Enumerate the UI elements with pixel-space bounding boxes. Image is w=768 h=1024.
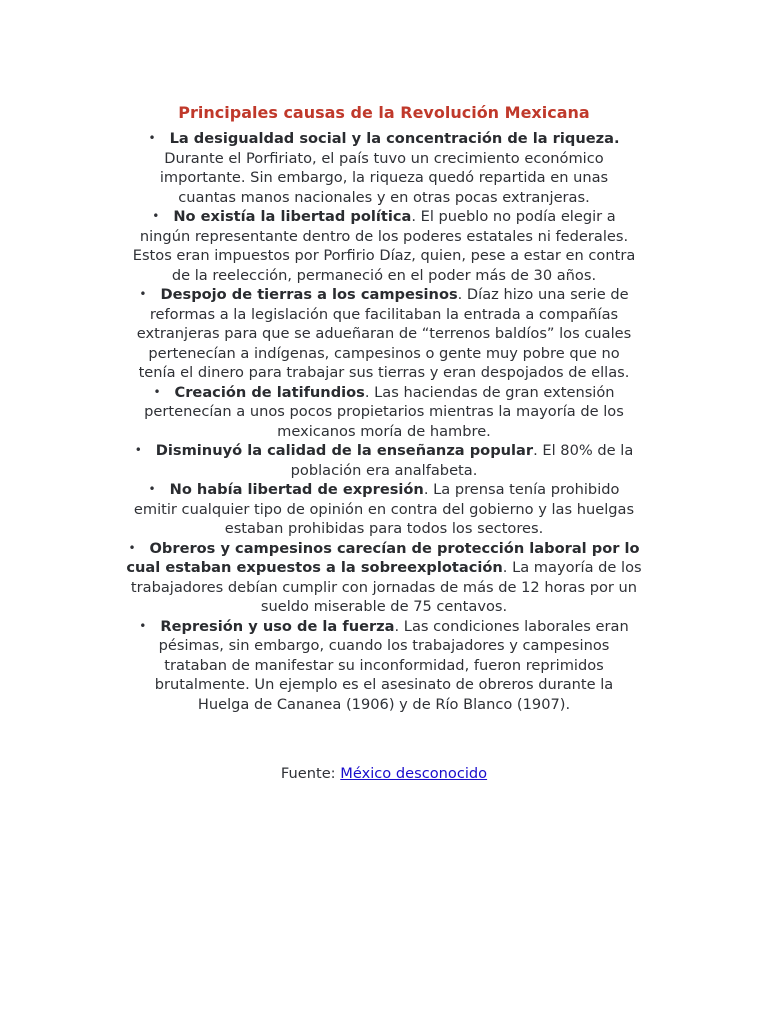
bullet-icon: • <box>148 482 156 496</box>
bullet-icon: • <box>152 209 160 223</box>
list-item <box>124 441 644 480</box>
cause-text: . El 80% de la población era analfabeta. <box>290 442 634 479</box>
cause-heading: Despojo de tierras a los campesinos <box>160 286 458 303</box>
cause-text: . Díaz hizo una serie de reformas a la legislación que facilitaban la entrada a compañías extranjeras para que se adueñaran de “terrenos baldíos” los cuales pertenecían a indígenas, campesinos o gente muy pobre que no tenía el dinero para trabajar sus tierras y eran despojados de ellas. <box>136 286 632 381</box>
cause-text: . El pueblo no podía elegir a ningún representante dentro de los poderes estatales ni federales. Estos eran impuestos por Porfirio Díaz, quien, pese a estar en contra de la reelección, permaneció en el poder más de 30 años. <box>132 208 636 284</box>
bullet-icon: • <box>139 287 147 301</box>
list-item <box>129 129 639 207</box>
bullet-icon: • <box>134 443 142 457</box>
source-line <box>0 764 768 784</box>
bullet-icon: • <box>139 618 147 633</box>
list-item <box>132 480 637 539</box>
list-item <box>115 539 653 617</box>
cause-heading: No existía la libertad política <box>173 208 412 225</box>
cause-text: . Las haciendas de gran extensión pertenecían a unos pocos propietarios mientras la mayoría de los mexicanos moría de hambre. <box>144 383 624 440</box>
cause-text: . La prensa tenía prohibido emitir cualquier tipo de opinión en contra del gobierno y las huelgas estaban prohibidas para todos los sectores. <box>133 481 635 537</box>
source-label: Fuente: <box>280 764 341 782</box>
cause-heading: La desigualdad social y la concentración de la riqueza. <box>169 130 620 147</box>
list-item <box>129 285 639 383</box>
cause-text: . Las condiciones laborales eran pésimas, sin embargo, cuando los trabajadores y campesinos trataban de manifestar su inconformidad, fueron reprimidos brutalmente. Un ejemplo es el asesinato de obreros durante la Huelga de Cananea (1906) y de Río Blanco (1907). <box>154 617 629 713</box>
bullet-icon: • <box>153 384 161 399</box>
causes-list <box>0 129 768 714</box>
cause-heading: No había libertad de expresión <box>169 481 424 498</box>
bullet-icon: • <box>148 131 156 145</box>
source-link[interactable]: México desconocido <box>340 764 488 782</box>
cause-heading: Creación de latifundios <box>174 383 365 401</box>
cause-heading: Represión y uso de la fuerza <box>160 617 395 635</box>
bullet-icon: • <box>128 540 136 555</box>
cause-text: . La mayoría de los trabajadores debían cumplir con jornadas de más de 12 horas por un sueldo miserable de 75 centavos. <box>130 559 642 615</box>
list-item <box>132 617 637 715</box>
list-item <box>132 383 637 442</box>
cause-heading: Disminuyó la calidad de la enseñanza popular <box>155 442 534 459</box>
cause-text: Durante el Porfiriato, el país tuvo un crecimiento económico importante. Sin embargo, la riqueza quedó repartida en unas cuantas manos nacionales y en otras pocas extranjeras. <box>159 149 609 206</box>
list-item <box>128 207 640 285</box>
cause-heading: Obreros y campesinos carecían de protección laboral por lo cual estaban expuestos a la sobreexplotación <box>126 539 640 576</box>
document-title: Principales causas de la Revolución Mexicana <box>178 102 590 122</box>
